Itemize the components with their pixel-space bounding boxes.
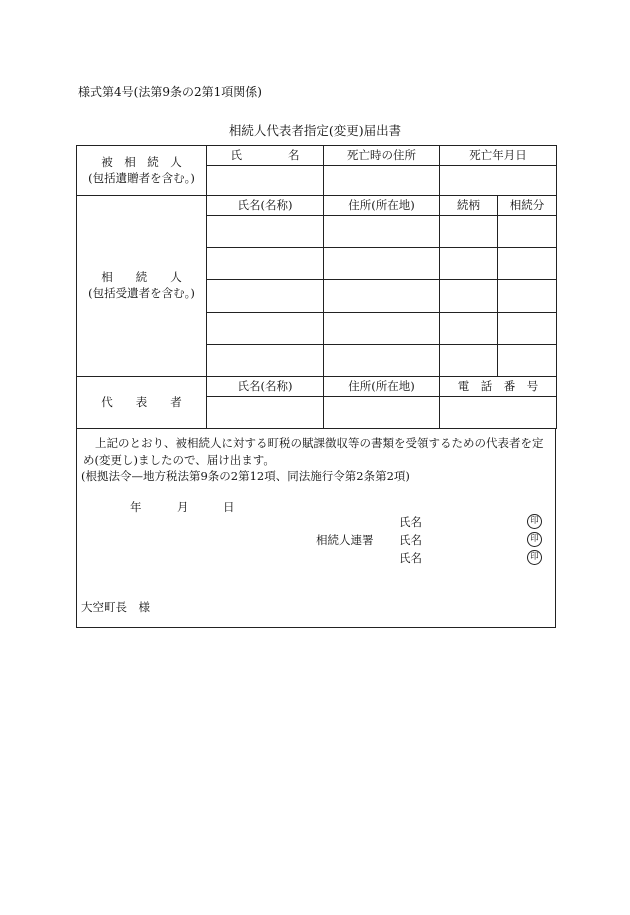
heir-name-field[interactable] [207,344,324,376]
form-number: 様式第4号(法第9条の2第1項関係) [78,85,262,99]
representative-phone-header: 電 話 番 号 [440,376,557,396]
representative-phone-field[interactable] [440,396,557,428]
decedent-header-row [77,146,557,166]
heirs-label [77,196,207,377]
heir-name-field[interactable] [207,216,324,248]
heir-name-field[interactable] [207,248,324,280]
heirs-address-header: 住所(所在地) [324,196,440,216]
heirs-label-note: (包括受遺者を含む。) [88,285,195,300]
date-month-label: 月 [177,500,189,514]
signatory-name-label: 氏名 [399,533,422,547]
heir-address-field[interactable] [324,280,440,312]
signatory-name-label: 氏名 [399,515,422,529]
seal-mark: 印 [527,514,542,529]
heir-relation-field[interactable] [440,280,498,312]
form-table [76,145,557,429]
heir-share-field[interactable] [498,312,557,344]
representative-address-field[interactable] [324,396,440,428]
representative-name-field[interactable] [207,396,324,428]
form-title: 相続人代表者指定(変更)届出書 [228,123,402,138]
decedent-label-title: 被 相 続 人 [101,155,182,170]
addressee: 大空町長 様 [81,600,150,614]
decedent-death-date-field[interactable] [440,166,557,196]
representative-address-header: 住所(所在地) [324,376,440,396]
representative-label: 代 表 者 [77,376,207,428]
heir-address-field[interactable] [324,216,440,248]
heirs-name-header: 氏名(名称) [207,196,324,216]
heir-address-field[interactable] [324,248,440,280]
heirs-label-title: 相 続 人 [101,270,182,285]
representative-header-row [77,376,557,396]
decedent-address-header: 死亡時の住所 [324,146,440,166]
heir-name-field[interactable] [207,280,324,312]
joint-signature-label: 相続人連署 [316,533,374,547]
decedent-name-field[interactable] [207,166,324,196]
date-day-label: 日 [223,500,235,514]
decedent-death-date-header: 死亡年月日 [440,146,557,166]
heir-relation-field[interactable] [440,312,498,344]
decedent-label [77,146,207,196]
heir-relation-field[interactable] [440,344,498,376]
seal-mark: 印 [527,550,542,565]
heirs-header-row [77,196,557,216]
seal-mark: 印 [527,532,542,547]
decedent-name-header: 氏 名 [207,146,324,166]
signatory-name-label: 氏名 [399,551,422,565]
heir-address-field[interactable] [324,344,440,376]
heir-share-field[interactable] [498,344,557,376]
heir-share-field[interactable] [498,216,557,248]
declaration-section [76,428,556,628]
heir-relation-field[interactable] [440,216,498,248]
representative-name-header: 氏名(名称) [207,376,324,396]
heir-relation-field[interactable] [440,248,498,280]
heirs-relation-header: 続柄 [440,196,498,216]
decedent-label-note: (包括遺贈者を含む。) [88,170,195,185]
heirs-share-header: 相続分 [498,196,557,216]
legal-basis: (根拠法令—地方税法第9条の2第12項、同法施行令第2条第2項) [81,469,410,483]
date-year-label: 年 [130,500,142,514]
heir-share-field[interactable] [498,248,557,280]
declaration-statement: 上記のとおり、被相続人に対する町税の賦課徴収等の書類を受領するための代表者を定め(変更し)ましたので、届け出ます。 [83,436,544,467]
heir-share-field[interactable] [498,280,557,312]
heir-address-field[interactable] [324,312,440,344]
decedent-address-field[interactable] [324,166,440,196]
heir-name-field[interactable] [207,312,324,344]
